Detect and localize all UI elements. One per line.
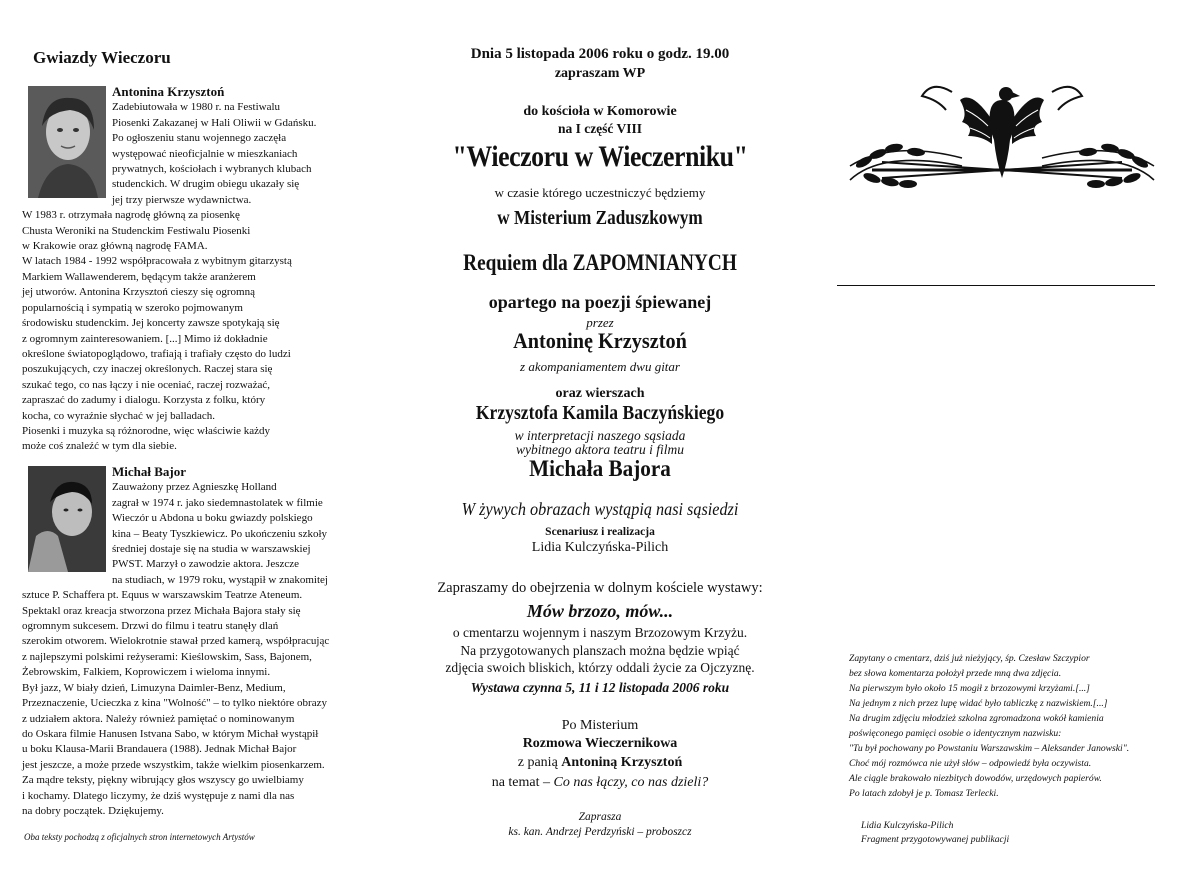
text-line: Zadebiutowała w 1980 r. na Festiwalu [112,101,281,114]
exhibition-dates: Wystawa czynna 5, 11 i 12 listopada 2006 roku [470,680,730,695]
middle-column [400,0,800,883]
text-line: kocha, co wyraźnie słychać w jej balladach. [22,409,216,422]
text-line: zapraszać do zadumy i dialogu. Korzysta z folku, który [22,394,266,407]
text-line: występować nieoficjalnie w mieszkaniach [112,147,298,160]
text-line: Był jazz, W biały dzień, Limuzyna Daimler-Benz, Medium, [22,681,286,694]
left-column [0,0,400,883]
text-line: popularnością i sympatią w szeroko pojmowanym [22,301,243,314]
text-line: Przeznaczenie, Ucieczka z kina "Wolność" – to tylko niektóre obrazy [22,697,327,710]
interpretation-line-1: w interpretacji naszego sąsiada [514,428,686,443]
text-line: na dobry początek. Dziękujemy. [22,804,164,817]
exhibition-invite: Zapraszamy do obejrzenia w dolnym kościele wystawy: [437,580,763,596]
text-line: Ale ciągle brakowało niezbitych dowodów, urzędowych papierów. [849,773,1102,784]
text-line: w Krakowie oraz główną nagrodę FAMA. [22,240,208,253]
based-line: opartego na poezji śpiewanej [488,292,712,312]
exhibition-desc-1: o cmentarzu wojennym i naszym Brzozowym Krzyżu. [452,625,748,640]
krzyszton-photo [28,86,106,198]
text-line: kina – Beaty Tyszkiewicz. Po ukończeniu szkoły [112,527,328,540]
topic-line: na temat – Co nas łączy, co nas dzieli? [491,775,709,790]
exhibition-desc-3: zdjęcia swoich bliskich, którzy oddali życie za Ojczyznę. [445,660,755,675]
text-line: Spektakl oraz kreacja stworzona przez Michała Bajora stały się [22,604,301,617]
by-line: przez [586,315,614,330]
and-poems-line: oraz wierszach [555,386,645,401]
text-line: jej utworów. Antonina Krzysztoń cieszy się ogromną [22,286,255,299]
text-line: Żebrowskim, Falkiem, Koprowiczem i wieloma innymi. [22,666,271,679]
text-line: Zapytany o cmentarz, dziś już nieżyjący, śp. Czesław Szczypior [849,653,1090,664]
eagle-emblem-icon [842,70,1162,210]
priest-signature: ks. kan. Andrzej Perdzyński – proboszcz [508,826,692,838]
quote-note: Fragment przygotowywanej publikacji [861,834,1010,845]
during-line: w czasie którego uczestniczyć będziemy [494,185,706,200]
performer-1: Antoninę Krzysztoń [513,328,687,353]
text-line: Chusta Weroniki na Studenckim Festiwalu Piosenki [22,224,251,237]
text-line: W latach 1984 - 1992 współpracowała z wybitnym gitarzystą [22,255,292,268]
text-line: i kochamy. Dlatego liczymy, że dziś występuje z nami dla nas [22,789,295,802]
after-misterium: Po Misterium [561,718,639,733]
date-line: Dnia 5 listopada 2006 roku o godz. 19.00 [470,46,730,62]
text-line: W 1983 r. otrzymała nagrodę główną za piosenkę [22,209,240,222]
text-line: na studiach, w 1979 roku, wystąpił w znakomitej [112,573,328,586]
text-line: prywatnych, kościołach i wybranych klubach [112,163,312,176]
text-line: poświęconego pamięci osobie o identycznym nazwisku: [849,728,1062,739]
place-line-2: na I część VIII [557,121,643,136]
text-line: jest jeszcze, a może przede wszystkim, także wielkim piosenkarzem. [22,758,325,771]
text-line: szerokim otworem. Wielokrotnie stawał przed kamerą, współpracując [22,635,330,648]
with-line: z panią Antoniną Krzysztoń [517,755,683,770]
interpretation-line-2: wybitnego aktora teatru i filmu [516,442,684,457]
text-line: ogromnym sukcesem. Drzwi do filmu i teatru stanęły dlań [22,620,279,633]
text-line: Po latach zdobył je p. Tomasz Terlecki. [849,788,999,799]
text-line: Piosenki Zakazanej w Hali Oliwii w Gdańsku. [112,116,317,129]
artist-name: Antonina Krzysztoń [112,84,225,99]
bajor-photo [28,466,106,572]
quote-signature [861,819,1009,847]
text-line: Na pierwszym było około 15 mogił z brzozowymi krzyżami.[...] [849,683,1090,694]
text-line: PWST. Marzył o zawodzie aktora. Jeszcze [112,558,300,571]
text-line: Markiem Wallawenderem, będącym także aranżerem [22,270,256,283]
text-line: u boku Klausa-Marii Brandauera (1988). Jednak Michał Bajor [22,743,297,756]
source-note: Oba teksty pochodzą z oficjalnych stron internetowych Artystów [24,832,255,842]
requiem-title: Requiem dla ZAPOMNIANYCH [463,250,737,275]
text-line: z udziałem aktora. Należy również pamiętać o nominowanym [22,712,295,725]
text-line: sztuce P. Schaffera pt. Equus w warszawskim Teatrze Ateneum. [22,589,303,602]
text-line: określone światopoglądowo, trafiają i trafiały często do ludzi [22,347,291,360]
text-line: jej trzy pierwsze wydawnictwa. [112,193,252,206]
event-title: "Wieczoru w Wieczerniku" [452,140,748,173]
text-line: zagrał w 1974 r. jako siedemnastolatek w filmie [112,496,323,509]
quote-author: Lidia Kulczyńska-Pilich [861,820,954,831]
invite-line: zapraszam WP [554,66,646,81]
place-line-1: do kościoła w Komorowie [523,104,677,119]
artist-name: Michał Bajor [112,464,187,479]
text-line: Zauważony przez Agnieszkę Holland [112,481,277,494]
text-line: "Tu był pochowany po Powstaniu Warszawskim – Aleksander Janowski". [849,743,1130,754]
text-line: bez słowa komentarza położył przede mną dwa zdjęcia. [849,668,1062,679]
text-line: średniej dostaje się na studia w warszawskiej [112,543,311,556]
text-line: z ogromnym zainteresowaniem. [...] Mimo iż dokładnie [22,332,268,345]
text-line: Choć mój rozmówca nie użył słów – odpowiedź była oczywista. [849,758,1092,769]
invites-label: Zaprasza [578,811,622,823]
text-line: do Oskara filmie Hanusen Istvana Sabo, w którym Michał wystąpił [22,727,319,740]
living-pictures-line: W żywych obrazach wystąpią nasi sąsiedzi [461,499,739,519]
text-line: Za mądre teksty, piękny wibrujący głos wszyscy go uwielbiamy [22,774,304,787]
misterium-line: w Misterium Zaduszkowym [497,207,703,229]
accompaniment-line: z akompaniamentem dwu gitar [520,359,680,374]
script-author: Lidia Kulczyńska-Pilich [531,540,669,555]
poet-name: Krzysztofa Kamila Baczyńskiego [475,402,725,424]
cemetery-quote [849,651,1129,801]
text-line: szukać tego, co nas łączy i nie oceniać, raczej rozważać, [22,378,270,391]
exhibition-desc-2: Na przygotowanych planszach można będzie wpiąć [460,643,740,658]
section-title: Gwiazdy Wieczoru [33,48,171,67]
text-line: poszukujących, czy inaczej określonych. Raczej stara się [22,363,273,376]
exhibition-title: Mów brzozo, mów... [526,601,674,621]
text-line: z najlepszymi polskimi reżyserami: Kieślowskim, Sass, Bajonem, [22,650,312,663]
text-line: może coś znaleźć w tym dla siebie. [22,440,177,453]
text-line: środowisku studenckim. Jej koncerty zawsze spotykają się [22,317,280,330]
performer-2: Michała Bajora [529,456,671,481]
text-line: Na drugim zdjęciu młodzież szkolna zgromadzona wokół kamienia [849,713,1104,724]
text-line: studenckich. W drugim obiegu ukazały się [112,178,300,191]
text-line: Na jednym z nich przez lupę widać było tabliczkę z nazwiskiem.[...] [849,698,1108,709]
text-line: Po ogłoszeniu stanu wojennego zaczęła [112,132,287,145]
text-line: Wieczór u Abdona u boku gwiazdy polskiego [112,512,313,525]
artist-bajor [22,464,380,819]
text-line: Piosenki i muzyka są różnorodne, więc właściwie każdy [22,424,271,437]
script-label: Scenariusz i realizacja [545,526,655,538]
talk-title: Rozmowa Wieczernikowa [522,736,678,751]
artist-krzyszton [22,84,380,455]
